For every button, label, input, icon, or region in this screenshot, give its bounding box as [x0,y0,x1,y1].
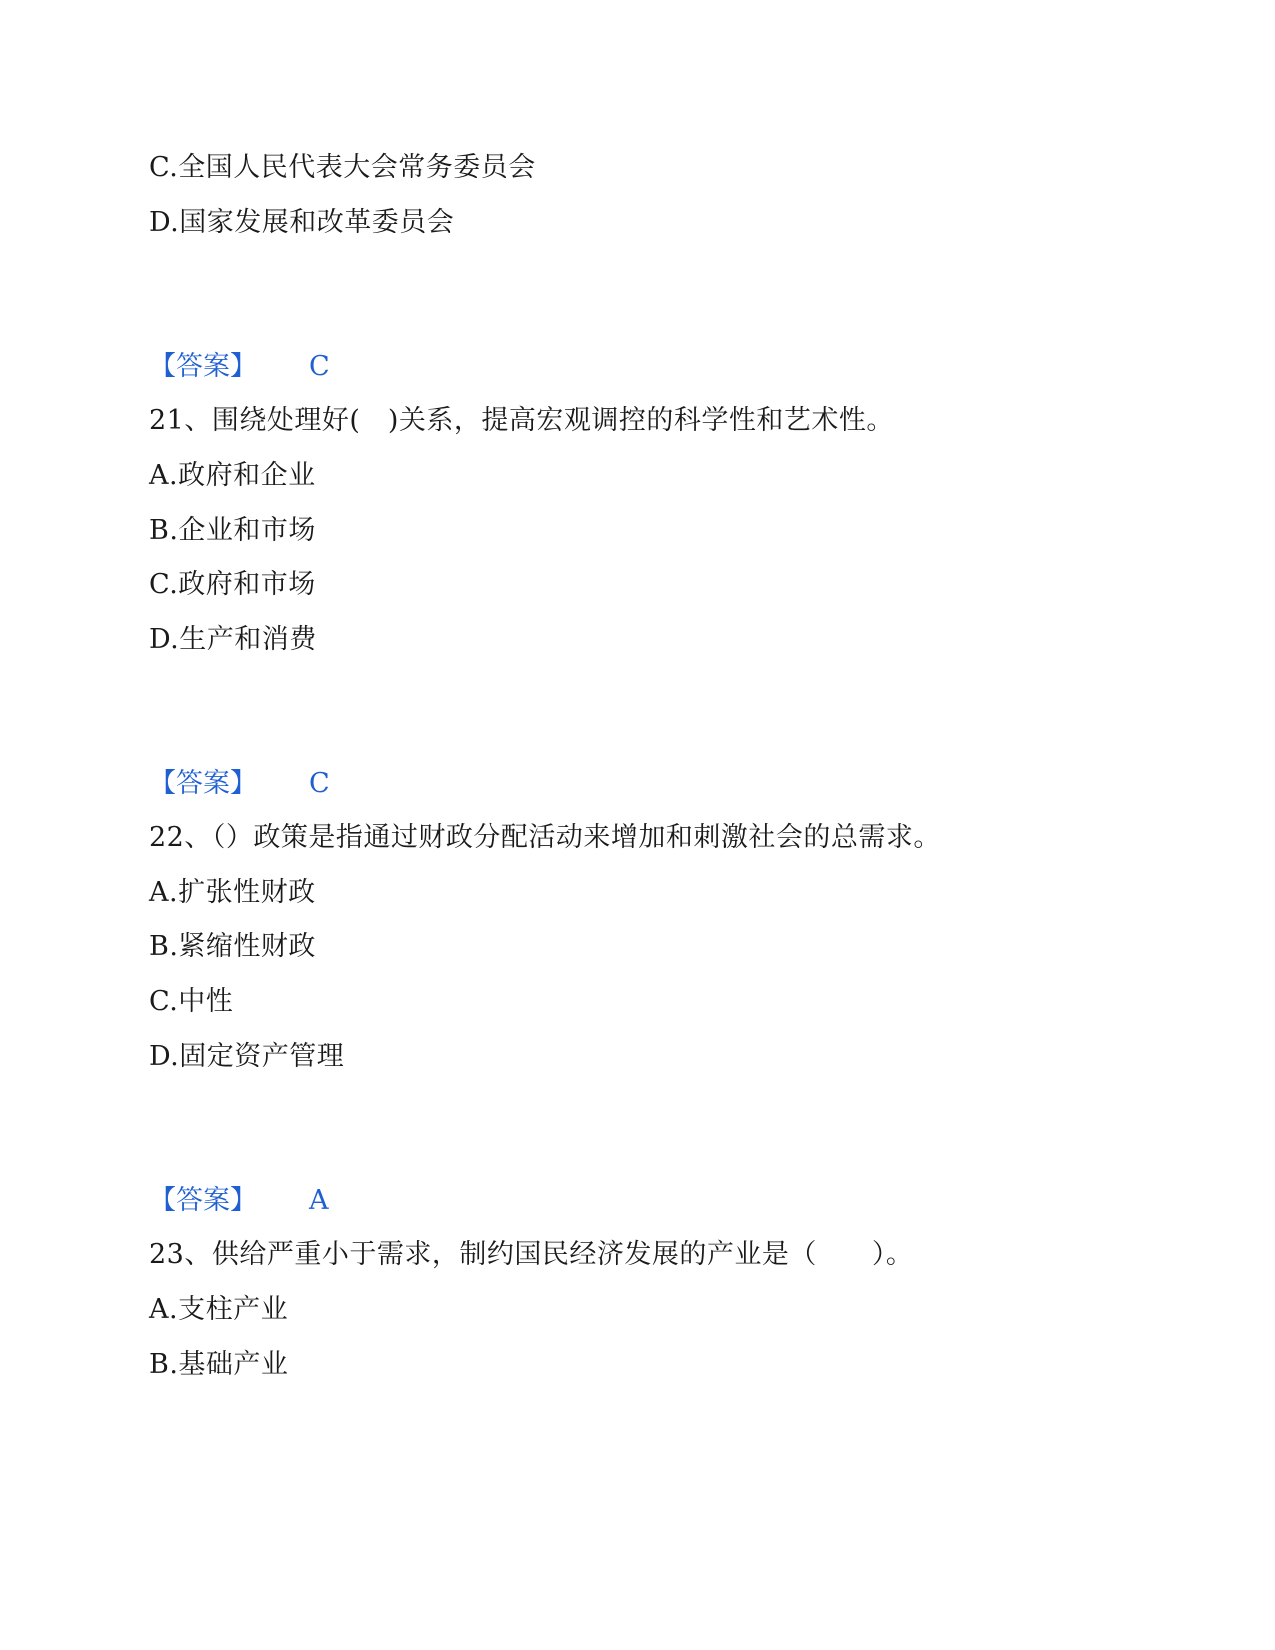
q21-option-d: D.生产和消费 [149,624,317,655]
q22-option-a: A.扩张性财政 [149,877,316,908]
q21-option-c: C.政府和市场 [149,569,316,600]
q23-option-a: A.支柱产业 [149,1294,289,1325]
answer-value: A [309,1185,329,1216]
q21-answer [149,767,330,801]
q22-option-d: D.固定资产管理 [149,1041,345,1072]
q20-option-c: C.全国人民代表大会常务委员会 [149,152,536,183]
q23-question: 23、供给严重小于需求，制约国民经济发展的产业是（ ）。 [149,1239,914,1270]
answer-label: 【答案】 [149,768,257,799]
answer-label: 【答案】 [149,1185,257,1216]
answer-value: C [309,351,330,382]
q20-option-d: D.国家发展和改革委员会 [149,207,455,238]
q21-option-a: A.政府和企业 [149,460,316,491]
q22-question: 22、（）政策是指通过财政分配活动来增加和刺激社会的总需求。 [149,822,941,853]
answer-label: 【答案】 [149,351,257,382]
q20-answer [149,350,330,384]
q21-option-b: B.企业和市场 [149,515,316,546]
q22-option-b: B.紧缩性财政 [149,931,316,962]
q21-question: 21、围绕处理好( )关系，提高宏观调控的科学性和艺术性。 [149,405,894,436]
answer-value: C [309,768,330,799]
q22-option-c: C.中性 [149,986,234,1017]
q22-answer [149,1184,329,1218]
q23-option-b: B.基础产业 [149,1349,289,1380]
